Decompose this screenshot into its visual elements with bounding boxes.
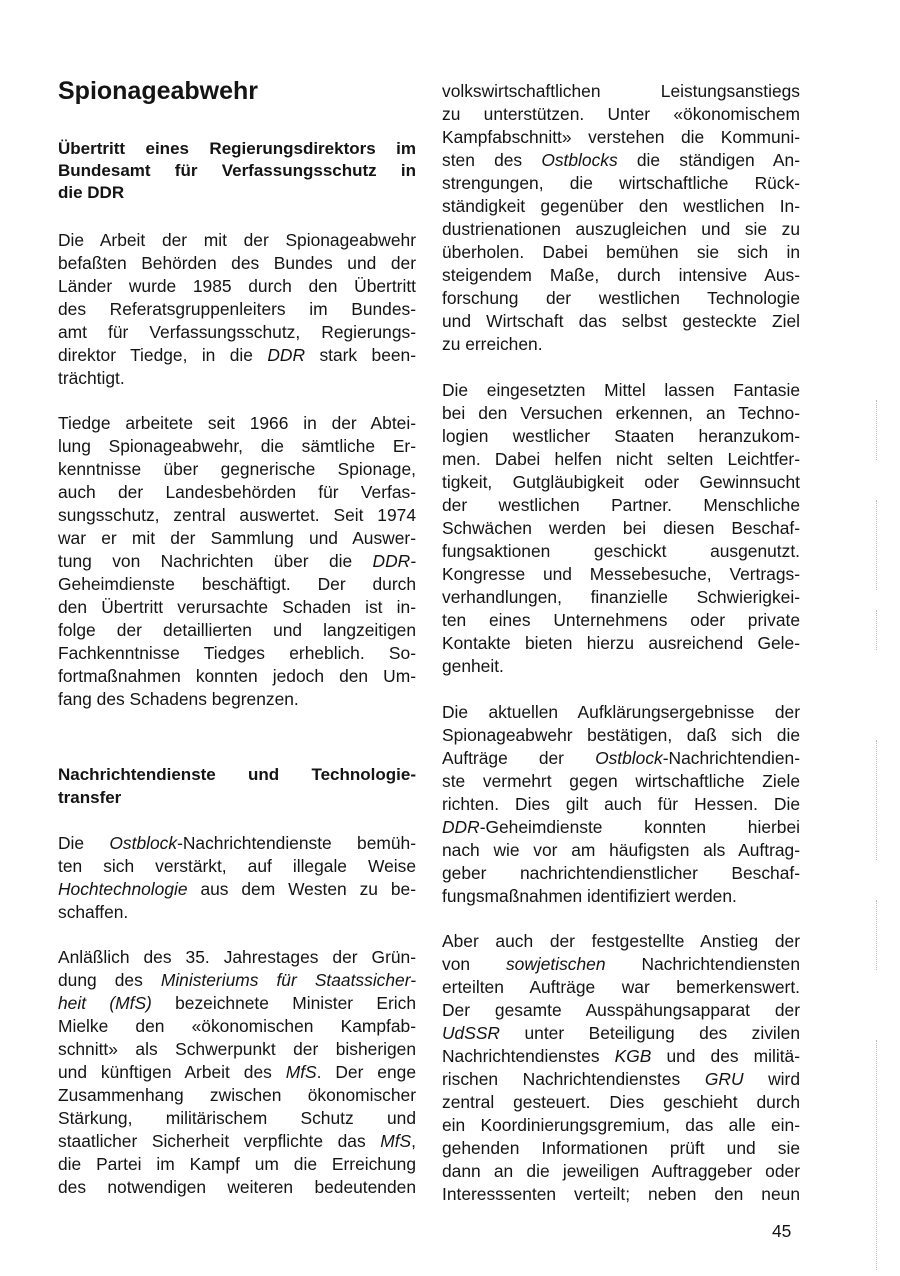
text-run: und des militä- [651, 1046, 800, 1066]
section-heading-line: transfer [58, 788, 122, 807]
text-run: die ständigen An- [617, 150, 800, 170]
italic-term: Ministeriums für Staatssicher- [160, 970, 416, 990]
italic-term: Hochtechnologie [58, 879, 188, 899]
body-text-line [58, 1130, 416, 1152]
body-text-line: bei den Versuchen erkennen, an Techno- [442, 403, 800, 423]
body-text-line [442, 953, 800, 975]
text-run: wird [743, 1069, 801, 1089]
body-text-line: Die eingesetzten Mittel lassen Fantasie [442, 380, 800, 400]
body-text-line [442, 1045, 800, 1067]
text-run: bezeichnete Minister Erich [151, 993, 417, 1013]
body-text-line: fang des Schadens begrenzen. [58, 689, 299, 709]
body-text-line: und Wirtschaft das selbst gesteckte Ziel [442, 311, 800, 331]
body-text-line: fortmaßnahmen konnten jedoch den Um- [58, 666, 416, 686]
text-run: dung des [58, 970, 161, 990]
body-text-line: tigkeit, Gutgläubigkeit oder Gewinnsucht [442, 472, 800, 492]
body-text-line: Die aktuellen Aufklärungsergebnisse der [442, 702, 800, 722]
body-text-line [58, 878, 416, 900]
margin-rule [876, 610, 877, 650]
text-run: von [442, 954, 506, 974]
italic-term: heit (MfS) [58, 993, 152, 1013]
body-text-line: logien westlicher Staaten heranzukom- [442, 426, 800, 446]
page-title: Spionageabwehr [58, 77, 259, 105]
body-text-line: steigendem Maße, durch intensive Aus- [442, 265, 800, 285]
page-number: 45 [772, 1221, 792, 1241]
body-text-line: Der gesamte Ausspähungsapparat der [442, 1000, 800, 1020]
section-heading-line: Bundesamt für Verfassungsschutz in [58, 161, 416, 180]
body-text-line: genheit. [442, 656, 504, 676]
body-text-line: dann an die jeweiligen Auftraggeber oder [442, 1161, 800, 1181]
body-text-line: Spionageabwehr bestätigen, daß sich die [442, 725, 800, 745]
text-run: , [411, 1131, 416, 1151]
body-text-line: men. Dabei helfen nicht selten Leichtfer- [442, 449, 800, 469]
body-text-line [442, 149, 800, 171]
body-text-line: ten sich verstärkt, auf illegale Weise [58, 856, 416, 876]
body-text-line [58, 344, 416, 366]
margin-rule [876, 400, 877, 460]
italic-term: UdSSR [442, 1023, 500, 1043]
margin-rule [876, 740, 877, 860]
italic-term: DDR- [372, 551, 416, 571]
body-text-line: Aber auch der festgestellte Anstieg der [442, 931, 800, 951]
body-text-line [58, 550, 416, 572]
margin-rule [876, 900, 877, 970]
body-text-line: amt für Verfassungsschutz, Regierungs- [58, 322, 416, 342]
body-text-line: strengungen, die wirtschaftliche Rück- [442, 173, 800, 193]
body-text-line [58, 1061, 416, 1083]
body-text-line: volkswirtschaftlichen Leistungsanstiegs [442, 81, 800, 101]
body-text-line: des Referatsgruppenleiters im Bundes- [58, 299, 416, 319]
body-text-line [442, 747, 800, 769]
body-text-line: Zusammenhang zwischen ökonomischer [58, 1085, 416, 1105]
text-run: Die [58, 833, 110, 853]
body-text-line: überholen. Dabei bemühen sie sich in [442, 242, 800, 262]
body-text-line [442, 816, 800, 838]
body-text-line: sungsschutz, zentral auswertet. Seit 1974 [58, 505, 416, 525]
body-text-line: gehenden Informationen prüft und sie [442, 1138, 800, 1158]
text-run: sten des [442, 150, 542, 170]
body-text-line: Geheimdienste beschäftigt. Der durch [58, 574, 416, 594]
body-text-line: der westlichen Partner. Menschliche [442, 495, 800, 515]
body-text-line: ten eines Unternehmens oder private [442, 610, 800, 630]
text-run: . Der enge [316, 1062, 416, 1082]
body-text-line: ständigkeit gegenüber den westlichen In- [442, 196, 800, 216]
text-run: rischen Nachrichtendienstes [442, 1069, 705, 1089]
body-text-line: Kampfabschnitt» verstehen die Kommuni- [442, 127, 800, 147]
body-text-line: auch der Landesbehörden für Verfas- [58, 482, 416, 502]
body-text-line: trächtigt. [58, 368, 125, 388]
body-text-line: Interesssenten verteilt; neben den neun [442, 1184, 800, 1204]
body-text-line: Mielke den «ökonomischen Kampfab- [58, 1016, 416, 1036]
italic-term: GRU [704, 1069, 744, 1089]
body-text-line: schaffen. [58, 902, 129, 922]
section-heading-line: die DDR [58, 183, 125, 202]
margin-rule [876, 1040, 877, 1270]
body-text-line [58, 832, 416, 854]
body-text-line: fungsmaßnahmen identifiziert werden. [442, 886, 737, 906]
body-text-line: nach wie vor am häufigsten als Auftrag- [442, 840, 800, 860]
body-text-line [442, 1022, 800, 1044]
section-heading-line: Übertritt eines Regierungsdirektors im [58, 139, 416, 158]
body-text-line: dustrienationen auszugleichen und sie zu [442, 219, 800, 239]
body-text-line: schnitt» als Schwerpunkt der bisherigen [58, 1039, 416, 1059]
body-text-line: zentral gesteuert. Dies geschieht durch [442, 1092, 800, 1112]
body-text-line: richten. Dies gilt auch für Hessen. Die [442, 794, 800, 814]
italic-term: KGB [614, 1046, 652, 1066]
body-text-line: erteilten Aufträge war bemerkenswert. [442, 977, 800, 997]
text-run: und künftigen Arbeit des [58, 1062, 286, 1082]
body-text-line: des notwendigen weiteren bedeutenden [58, 1177, 416, 1197]
margin-rule [876, 500, 877, 590]
body-text-line: den Übertritt verursachte Schaden ist in- [58, 597, 416, 617]
italic-term: MfS [380, 1131, 412, 1151]
text-run: tung von Nachrichten über die [58, 551, 373, 571]
body-text-line: Fachkenntnisse Tiedges erheblich. So- [58, 643, 416, 663]
body-text-line: Stärkung, militärischem Schutz und [58, 1108, 416, 1128]
body-text-line: ein Koordinierungsgremium, das alle ein- [442, 1115, 800, 1135]
italic-term: Ostblock [109, 833, 178, 853]
text-run: -Nachrichtendienste bemüh- [177, 833, 416, 853]
body-text-line: Kongresse und Messebesuche, Vertrags- [442, 564, 800, 584]
body-text-line: befaßten Behörden des Bundes und der [58, 253, 416, 273]
body-text-line: folge der detaillierten und langzeitigen [58, 620, 416, 640]
text-run: direktor Tiedge, in die [58, 345, 268, 365]
body-text-line: fungsaktionen geschickt ausgenutzt. [442, 541, 800, 561]
text-run: Nachrichtendiensten [605, 954, 800, 974]
italic-term: DDR [442, 817, 480, 837]
italic-term: DDR [267, 345, 306, 365]
body-text-line: war er mit der Sammlung und Auswer- [58, 528, 416, 548]
body-text-line: lung Spionageabwehr, die sämtliche Er- [58, 436, 416, 456]
text-run: aus dem Westen zu be- [187, 879, 416, 899]
body-text-line: Tiedge arbeitete seit 1966 in der Abtei- [58, 413, 416, 433]
body-text-line: Länder wurde 1985 durch den Übertritt [58, 276, 416, 296]
body-text-line: geber nachrichtendienstlicher Beschaf- [442, 863, 800, 883]
text-run: -Nachrichtendien- [662, 748, 800, 768]
body-text-line: forschung der westlichen Technologie [442, 288, 800, 308]
section-heading-line: Nachrichtendienste und Technologie- [58, 765, 416, 784]
body-text-line: die Partei im Kampf um die Erreichung [58, 1154, 416, 1174]
italic-term: Ostblock [595, 748, 663, 768]
body-text-line: Die Arbeit der mit der Spionageabwehr [58, 230, 416, 250]
text-run: staatlicher Sicherheit verpflichte das [58, 1131, 381, 1151]
italic-term: Ostblocks [541, 150, 618, 170]
text-run: Aufträge der [442, 748, 596, 768]
italic-term: MfS [285, 1062, 317, 1082]
italic-term: sowjetischen [505, 954, 606, 974]
body-text-line [58, 969, 416, 991]
body-text-line: verhandlungen, finanzielle Schwierigkei- [442, 587, 800, 607]
text-run: stark been- [305, 345, 416, 365]
body-text-line: zu erreichen. [442, 334, 543, 354]
body-text-line [58, 992, 416, 1014]
body-text-line: Schwächen werden bei diesen Beschaf- [442, 518, 800, 538]
body-text-line [442, 1068, 800, 1090]
body-text-line: Kontakte bieten hierzu ausreichend Gele- [442, 633, 800, 653]
body-text-line: Anläßlich des 35. Jahrestages der Grün- [58, 947, 416, 967]
body-text-line: zu unterstützen. Unter «ökonomischem [442, 104, 800, 124]
text-run: -Geheimdienste konnten hierbei [479, 817, 800, 837]
body-text-line: kenntnisse über gegnerische Spionage, [58, 459, 416, 479]
text-run: unter Beteiligung des zivilen [500, 1023, 800, 1043]
body-text-line: ste vermehrt gegen wirtschaftliche Ziele [442, 771, 800, 791]
text-run: Nachrichtendienstes [442, 1046, 615, 1066]
